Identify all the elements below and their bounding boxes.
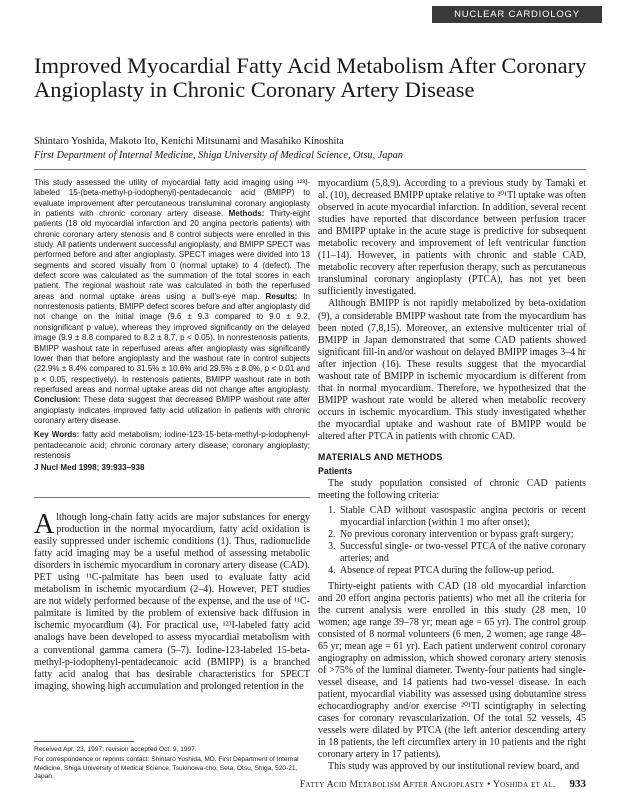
conclusion-label: Conclusion: [34, 395, 81, 405]
affiliation: First Department of Internal Medicine, Shiga University of Medical Science, Otsu, Japan [34, 150, 403, 161]
authors: Shintaro Yoshida, Makoto Ito, Kenichi Mitsunami and Masahiko Kinoshita [34, 136, 344, 147]
running-title: Fatty Acid Metabolism After Angioplasty • Yoshida et al. [299, 780, 556, 790]
criteria-list [338, 505, 586, 577]
body-right-column [318, 178, 586, 773]
abstract-body [34, 178, 310, 426]
received-note: Received Apr. 23, 1997; revision accepted Oct. 9, 1997. [34, 746, 197, 753]
running-footer [300, 778, 586, 790]
correspondence-note: For correspondence or reprints contact: Shintaro Yoshida, MD, First Department of Internal Medicine, Shiga University of Medical Science, Tsukinowa-cho, Seta, Otsu, Shiga, 520-21, Japan. [34, 756, 299, 780]
section-heading: MATERIALS AND METHODS [318, 452, 443, 463]
abstract-results: In nonrestenosis patients, BMIPP defect scores before and after angioplasty did not change on the initial image (9.6 ± 9.3 compared to 9.0 ± 9.2, nonsignificant p value), whereas they improved significantly on the delayed image (9.9 ± 8.8 compared to 8.2 ± 8.7, p < 0.05). In nonrestenosis patients, BMIPP washout rate in reperfused areas after angioplasty was significantly lower than that before angioplasty and the washout rate in control subjects (22.9% ± 8.4% compared to 31.5% ± 10.6% and 29.5% ± 8.0%, p < 0.01 and p < 0.05, respectively). In restenosis patients, BMIPP washout rate in both reperfused areas and normal uptake areas did not change after angioplasty. [34, 291, 310, 394]
list-item: 4. Absence of repeat PTCA during the follow-up period. [338, 565, 586, 577]
footnote-divider [34, 741, 134, 742]
title-divider [34, 169, 586, 170]
results-label: Results: [265, 291, 298, 301]
paragraph: Although BMIPP is not rapidly metabolized by beta-oxidation (9), a considerable BMIPP washout rate from the myocardium has been noted (7,8,15). Moreover, an extensive multicenter trial of BMIPP in Japan demonstrated that some CAD patients showed significant fill-in and/or washout on delayed BMIPP images 3–4 hr after injection (16). These results suggest that the myocardial washout rate of BMIPP in ischemic myocardium is different from that in normal myocardium. Therefore, we hypothesized that the BMIPP washout rate would be altered when metabolic recovery occurs in ischemic myocardium. This study investigated whether the myocardial uptake and washout rate of BMIPP would be altered after PTCA in patients with chronic CAD. [318, 298, 586, 442]
article-title: Improved Myocardial Fatty Acid Metabolism After Coronary Angioplasty in Chronic Coronary Artery Disease [34, 53, 587, 102]
intro-text: lthough long-chain fatty acids are major substances for energy production in the normal myocardium, fatty acid oxidation is easily suppressed under ischemic conditions (1). Thus, radionuclide fatty acid imaging may be a useful method of assessing metabolic disorders in ischemic myocardium in coronary artery disease (CAD). PET using ¹¹C-palmitate has been used to evaluate fatty acid metabolism in ischemic myocardium (2–4). However, PET studies are not widely performed because of the expense, and the use of ¹¹C-palmitate is limited by the problem of extensive back diffusion in ischemic myocardium (4). For practical use, ¹²³I-labeled fatty acid analogs have been developed to assess myocardial metabolism with a conventional gamma camera (5–7). Iodine-123-labeled 15-beta-methyl-p-iodophenyl-pentadecanoic acid (BMIPP) is a branched fatty acid analog that has desirable characteristics for SPECT imaging, showing high accumulation and prolonged retention in the [34, 512, 310, 692]
journal-citation: J Nucl Med 1998; 39:933–938 [34, 463, 145, 473]
paragraph: Thirty-eight patients with CAD (18 old myocardial infarction and 20 effort angina pectoris patients) who met all the criteria for the current analysis were enrolled in this study (28 men, 10 women; age range 39–78 yr; mean age = 65 yr). The control group consisted of 8 normal volunteers (6 men, 2 women; age range 48–65 yr; mean age = 61 yr). Each patient underwent control coronary angiography on admission, which showed coronary artery stenosis of >75% of the luminal diameter. Twenty-four patients had single-vessel disease, and 14 patients had two-vessel disease. In each patient, myocardial viability was assessed using dobutamine stress echocardiography and/or exercise ²⁰¹Tl scintigraphy in selecting cases for coronary revascularization. Of the total 52 vessels, 45 vessels were dilated by PTCA (the left anterior descending artery in 18 patients, the left circumflex artery in 10 patients and the right coronary artery in 17 patients). [318, 580, 586, 761]
abstract-methods: Thirty-eight patients (18 old myocardial infarction and 20 angina pectoris patients) with chronic coronary artery stenosis and 8 control subjects were enrolled in this study. All patients underwent successful angioplasty, and BMIPP SPECT was performed before and after angioplasty. SPECT images were divided into 13 segments and scored visually from 0 (normal uptake) to 4 (defect). The defect score was calculated as the summation of the total scores in each patient. The regional washout rate was calculated in both the reperfused areas and normal uptake areas using a bull's-eye map. [34, 209, 310, 301]
subsection-heading: Patients [318, 466, 353, 477]
footnotes [34, 746, 310, 783]
list-item: 2. No previous coronary intervention or bypass graft surgery; [338, 529, 586, 541]
methods-label: Methods: [228, 209, 265, 219]
paragraph: myocardium (5,8,9). According to a previous study by Tamaki et al. (10), decreased BMIPP uptake relative to ²⁰¹Tl uptake was often observed in acute myocardial infarction. In addition, several recent studies have reported that discordance between perfusion tracer and BMIPP uptake in the acute stage is predictive for subsequent metabolic recovery and improvement of left ventricular function (11–14). However, in patients with chronic and stable CAD, metabolic recovery after reperfusion therapy, such as percutaneous transluminal coronary angioplasty (PTCA), has not yet been sufficiently investigated. [318, 178, 586, 298]
keywords-label: Key Words: [34, 430, 80, 440]
drop-cap: A [34, 509, 55, 540]
abstract [34, 178, 310, 498]
section-tag: NUCLEAR CARDIOLOGY [432, 6, 602, 23]
keywords-text: fatty acid metabolism; iodine-123-15-beta-methyl-p-iodophenyl-pentadecanoic acid; chronic coronary artery disease; coronary angioplasty; restenosis [34, 430, 310, 460]
list-item: 1. Stable CAD without vasospastic angina pectoris or recent myocardial infarction (within 1 mo after onset); [338, 505, 586, 529]
abstract-intro: This study assessed the utility of myocardial fatty acid imaging using ¹²³I-labeled 15-(beta-methyl-p-iodophenyl)-pentadecanoic acid (BMIPP) to evaluate improvement after percutaneous transluminal coronary angioplasty in patients with chronic coronary artery disease. [34, 178, 310, 219]
abstract-conclusion: These data suggest that decreased BMIPP washout rate after angioplasty indicates improved fatty acid utilization in patients with chronic coronary artery disease. [34, 395, 310, 425]
intro-paragraph [34, 509, 310, 693]
list-item: 3. Successful single- or two-vessel PTCA of the native coronary arteries; and [338, 541, 586, 565]
paragraph: The study population consisted of chronic CAD patients meeting the following criteria: [318, 478, 586, 502]
page-number: 933 [569, 778, 586, 790]
body-left-column [34, 509, 310, 693]
keywords [34, 430, 310, 461]
paragraph: This study was approved by our institutional review board, and [328, 761, 580, 773]
